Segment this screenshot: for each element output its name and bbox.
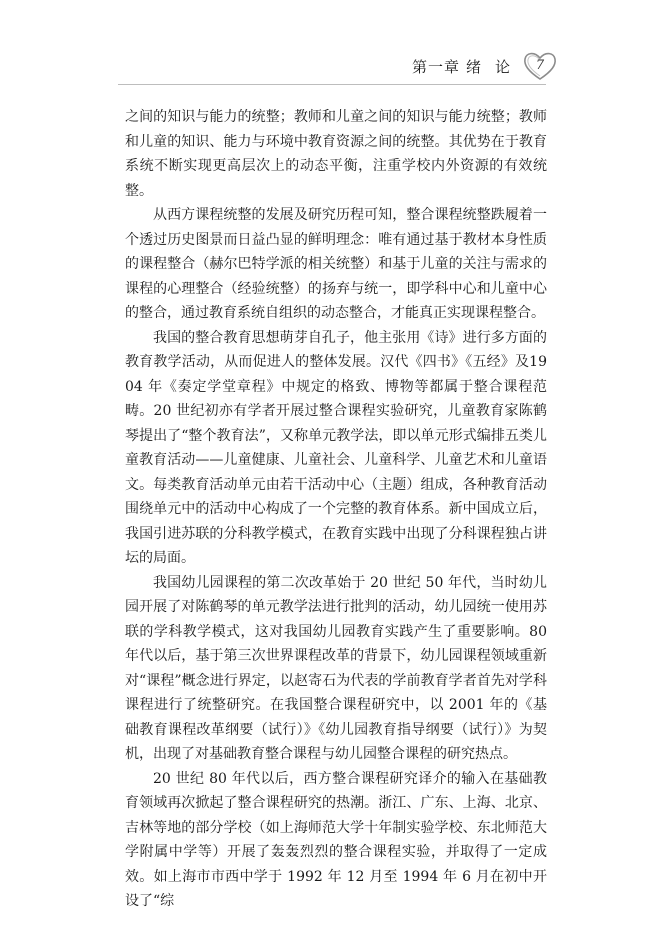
body-text: [125, 105, 547, 914]
page-number-badge: [522, 50, 558, 82]
paragraph: 我国的整合教育思想萌芽自孔子，他主张用《诗》进行多方面的教育教学活动，从而促进人的整体发展。汉代《四书》《五经》及1904 年《奏定学堂章程》中规定的格致、博物等都属于整合课程范畴。20 世纪初亦有学者开展过整合课程实验研究，儿童教育家陈鹤琴提出了“整个教育法”，又称单元教学法，即以单元形式编排五类儿童教育活动——儿童健康、儿童社会、儿童科学、儿童艺术和儿童语文。每类教育活动单元由若干活动中心（主题）组成，各种教育活动围绕单元中的活动中心构成了一个完整的教育体系。新中国成立后，我国引进苏联的分科教学模式，在教育实践中出现了分科课程独占讲坛的局面。: [125, 329, 547, 566]
paragraph: 我国幼儿园课程的第二次改革始于 20 世纪 50 年代，当时幼儿园开展了对陈鹤琴的单元教学法进行批判的活动，幼儿园统一使用苏联的学科教学模式，这对我国幼儿园教育实践产生了重要影响。80 年代以后，基于第三次世界课程改革的背景下，幼儿园课程领域重新对“课程”概念进行界定，以赵寄石为代表的学前教育学者首先对学科课程进行了统整研究。在我国整合课程研究中，以 2001 年的《基础教育课程改革纲要（试行）》《幼儿园教育指导纲要（试行）》为契机，出现了对基础教育整合课程与幼儿园整合课程的研究热点。: [125, 574, 547, 762]
paragraph: 20 世纪 80 年代以后，西方整合课程研究译介的输入在基础教育领域再次掀起了整合课程研究的热潮。浙江、广东、上海、北京、吉林等地的部分学校（如上海师范大学十年制实验学校、东北师范大学附属中学等）开展了轰轰烈烈的整合课程实验，并取得了一定成效。如上海市市西中学于 1992 年 12 月至 1994 年 6 月在初中开设了“综: [125, 770, 547, 909]
chapter-label: 第一章: [411, 58, 460, 76]
running-head: [412, 56, 524, 77]
page-header: [0, 52, 662, 82]
paragraph: 之间的知识与能力的统整；教师和儿童之间的知识与能力统整；教师和儿童的知识、能力与环境中教育资源之间的统整。其优势在于教育系统不断实现更高层次上的动态平衡，注重学校内外资源的有效统整。: [125, 109, 547, 199]
chapter-title: 绪论: [465, 58, 524, 76]
header-divider: [118, 84, 546, 85]
paragraph: 从西方课程统整的发展及研究历程可知，整合课程统整跌履着一个透过历史图景而日益凸显的鲜明理念：唯有通过基于教材本身性质的课程整合（赫尔巴特学派的相关统整）和基于儿童的关注与需求的课程的心理整合（经验统整）的扬弃与统一，即学科中心和儿童中心的整合，通过教育系统自组织的动态整合，才能真正实现课程整合。: [125, 207, 547, 321]
page-number: 7: [535, 58, 545, 73]
